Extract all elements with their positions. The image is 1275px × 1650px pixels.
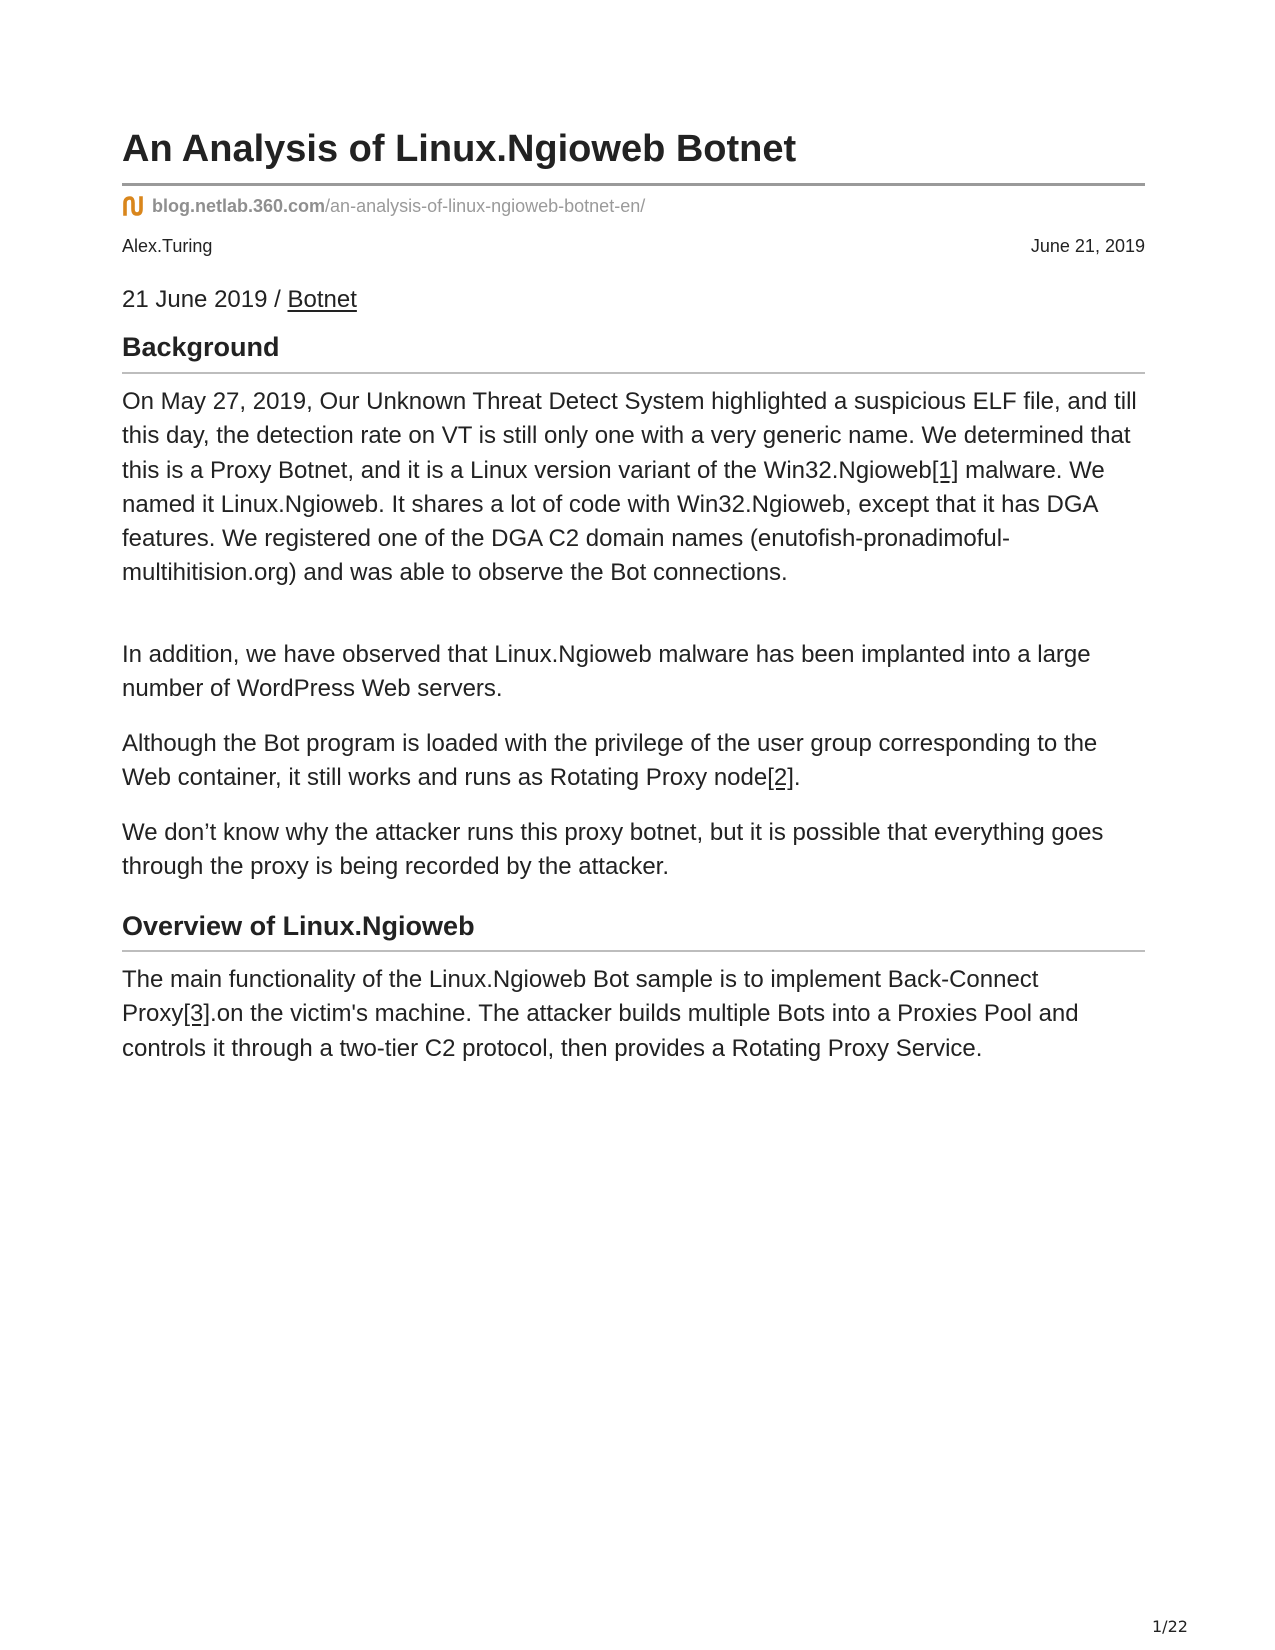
paragraph-text: .: [793, 764, 801, 792]
paragraph-text: On May 27, 2019, Our Unknown Threat Detect System highlighted a suspicious ELF file, and till this day, the detection rate on VT is still only one with a very generic name. We determined that this is a Proxy Botnet, and it is a Linux version variant of the Win32.Ngioweb: [122, 388, 1137, 484]
paragraph-text: In addition, we have observed that Linux.Ngioweb malware has been implanted into a large number of WordPress Web servers.: [122, 641, 1091, 703]
section-heading-overview: Overview of Linux.Ngioweb: [122, 911, 475, 941]
section-heading-background: Background: [122, 332, 280, 362]
source-domain[interactable]: blog.netlab.360.com: [152, 195, 326, 216]
reference-link-1[interactable]: [1]: [931, 456, 959, 484]
byline: [122, 235, 1145, 257]
paragraph: [122, 638, 1145, 707]
title-divider: [122, 183, 1145, 186]
paragraph-text: We don’t know why the attacker runs this proxy botnet, but it is possible that everything goes through the proxy is being recorded by the attacker.: [122, 819, 1104, 881]
page-title: An Analysis of Linux.Ngioweb Botnet: [122, 128, 797, 170]
paragraph: [122, 385, 1145, 591]
netlab-logo-icon: [122, 196, 144, 216]
paragraph-text: .on the victim's machine. The attacker builds multiple Bots into a Proxies Pool and controls it through a two-tier C2 protocol, then provides a Rotating Proxy Service.: [122, 1000, 1079, 1062]
paragraph-text: The main functionality of the Linux.Ngioweb Bot sample is to implement Back-Connect Proxy: [122, 966, 1039, 1028]
source-path[interactable]: /an-analysis-of-linux-ngioweb-botnet-en/: [325, 195, 646, 216]
reference-link-3[interactable]: [3]: [183, 1000, 211, 1028]
source-link[interactable]: [122, 195, 645, 217]
paragraph: [122, 963, 1145, 1066]
paragraph: [122, 816, 1145, 885]
publish-date: June 21, 2019: [1030, 236, 1145, 256]
reference-link-2[interactable]: [2]: [767, 764, 794, 792]
page-number: 1/22: [1152, 1617, 1188, 1636]
paragraph: [122, 727, 1145, 796]
category-link-botnet[interactable]: Botnet: [287, 286, 357, 313]
dateline-separator: /: [267, 286, 288, 313]
author-name: Alex.Turing: [122, 236, 213, 256]
dateline-date: 21 June 2019: [122, 286, 268, 313]
section-divider: [122, 950, 1145, 952]
dateline: [122, 285, 357, 315]
paragraph-text: malware. We named it Linux.Ngioweb. It shares a lot of code with Win32.Ngioweb, except that it has DGA features. We registered one of the DGA C2 domain names (enutofish-pronadimoful-multihitision.org) and was able to observe the Bot connections.: [122, 456, 1105, 587]
paragraph-text: Although the Bot program is loaded with the privilege of the user group corresponding to the Web container, it still works and runs as Rotating Proxy node: [122, 730, 1098, 792]
section-divider: [122, 372, 1145, 374]
